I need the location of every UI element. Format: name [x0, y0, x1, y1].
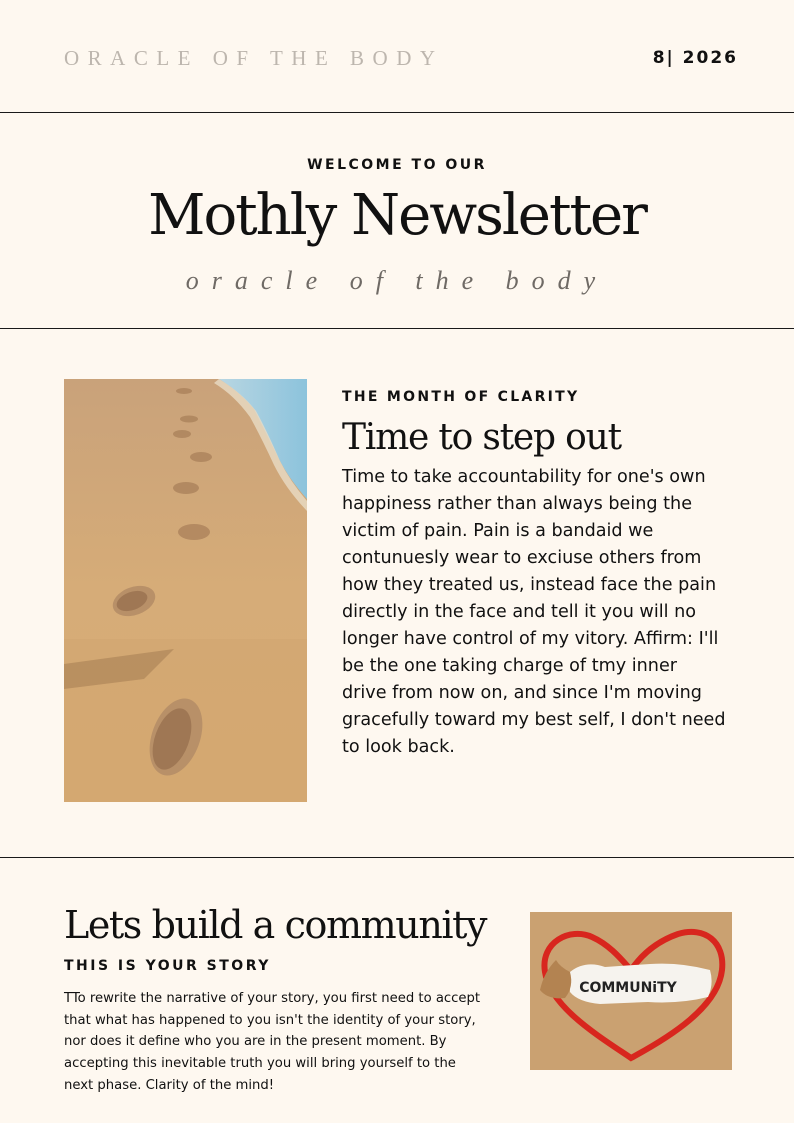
newsletter-title: Mothly Newsletter: [148, 183, 646, 248]
divider-feature: [0, 857, 794, 858]
community-body: TTo rewrite the narrative of your story, you first need to accept that what has happened to you isn't the identity of your story, nor does it define who you are in the present moment. By accepting this inevitable truth you will bring yourself to the next phase. Clarity of the mind!: [64, 991, 481, 1093]
community-kicker: THIS IS YOUR STORY: [64, 958, 271, 974]
feature-title: Time to step out: [342, 417, 621, 458]
feature-body: Time to take accountability for one's own happiness rather than always being the victim of pain. Pain is a bandaid we contunuesly wear to exciuse others from how they treated us, instead face the pain directly in the face and tell it you will no longer have control of my vitory. Affirm: I'll be the one taking charge of tmy inner drive from now on, and since I'm moving gracefully toward my best self, I don't need to look back.: [342, 467, 726, 757]
feature-kicker: THE MONTH OF CLARITY: [342, 389, 580, 405]
newsletter-script-subtitle: oracle of the body: [185, 266, 609, 295]
divider-top: [0, 112, 794, 113]
issue-date: 8| 2026: [652, 48, 738, 68]
page-header: [0, 0, 794, 112]
community-image-label: COMMUNiTY: [579, 980, 677, 996]
divider-masthead: [0, 328, 794, 329]
welcome-kicker: WELCOME TO OUR: [307, 157, 487, 173]
torn-paper-heart-photo: [530, 912, 732, 1070]
beach-footprints-photo: [64, 379, 307, 802]
community-title: Lets build a community: [64, 903, 487, 947]
brand-name: ORACLE OF THE BODY: [64, 46, 444, 70]
